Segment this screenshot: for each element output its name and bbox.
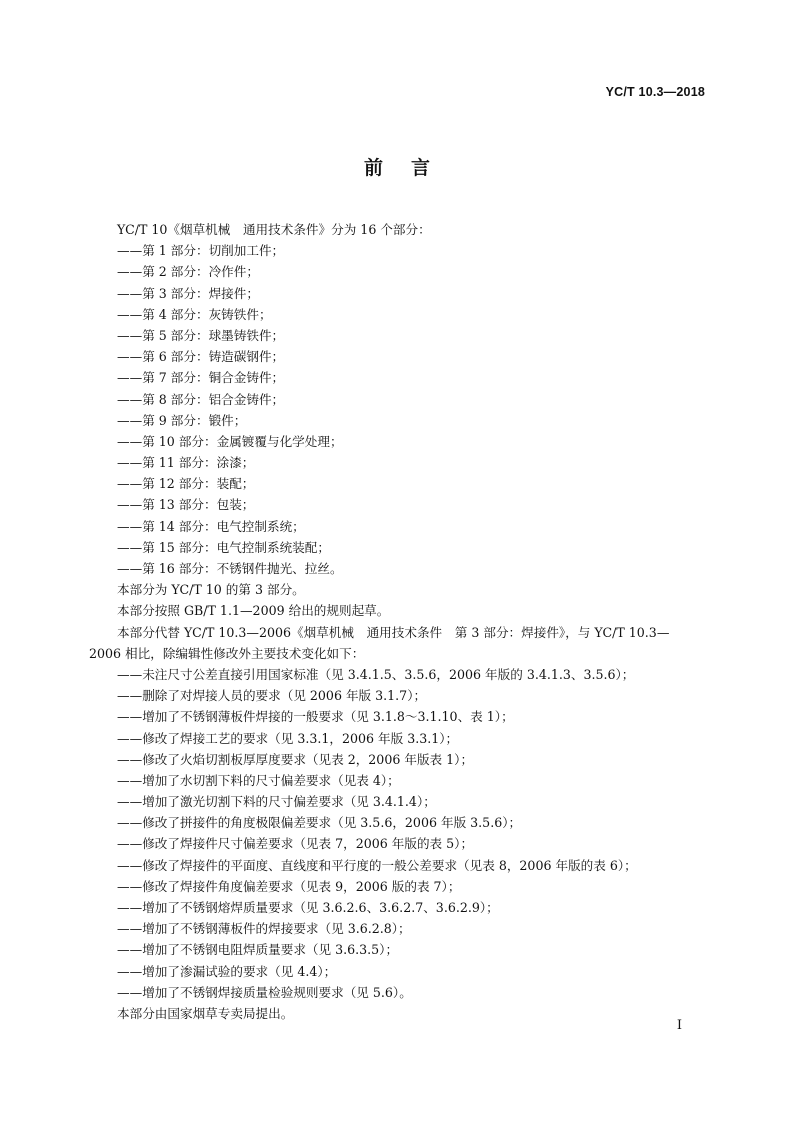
list-item: ——第 1 部分：切削加工件；: [117, 243, 285, 259]
list-item: ——第 5 部分：球墨铸铁件；: [117, 327, 285, 343]
list-item: ——增加了不锈钢薄板件的焊接要求（见 3.6.2.8）；: [117, 921, 411, 937]
list-item: ——第 7 部分：铜合金铸件；: [117, 370, 285, 386]
proposer-statement: 本部分由国家烟草专卖局提出。: [117, 1005, 294, 1021]
intro-line: YC/T 10《烟草机械 通用技术条件》分为 16 个部分：: [117, 222, 431, 237]
list-item: ——第 8 部分：铝合金铸件；: [117, 391, 285, 407]
list-item: ——第 3 部分：焊接件；: [117, 285, 259, 301]
list-item: ——增加了激光切割下料的尺寸偏差要求（见 3.4.1.4）；: [117, 794, 436, 810]
list-item: ——增加了不锈钢薄板件焊接的一般要求（见 3.1.8～3.1.10、表 1）；: [117, 709, 514, 725]
list-item: ——增加了不锈钢电阻焊质量要求（见 3.6.3.5）；: [117, 942, 399, 958]
list-item: ——增加了不锈钢熔焊质量要求（见 3.6.2.6、3.6.2.7、3.6.2.9）；: [117, 900, 499, 915]
changes-list: [117, 664, 707, 1003]
replace-statement-line-2: 2006 相比，除编辑性修改外主要技术变化如下：: [89, 645, 365, 661]
list-item: ——第 12 部分：装配；: [117, 476, 255, 492]
list-item: ——修改了焊接件角度偏差要求（见表 9，2006 版的表 7）；: [117, 878, 461, 894]
standard-code: YC/T 10.3—2018: [605, 85, 705, 99]
list-item: ——增加了水切割下料的尺寸偏差要求（见表 4）；: [117, 772, 400, 788]
list-item: ——第 10 部分：金属镀覆与化学处理；: [117, 433, 343, 449]
list-item: ——第 9 部分：锻件；: [117, 412, 247, 428]
statement-part: 本部分为 YC/T 10 的第 3 部分。: [117, 582, 305, 598]
list-item: ——未注尺寸公差直接引用国家标准（见 3.4.1.5、3.5.6，2006 年版的 3.4.1.3、3.5.6）；: [117, 666, 635, 682]
list-item: ——修改了焊接件的平面度、直线度和平行度的一般公差要求（见表 8，2006 年版的表 6）；: [117, 857, 637, 873]
list-item: ——第 16 部分：不锈钢件抛光、拉丝。: [117, 561, 343, 576]
list-item: ——第 4 部分：灰铸铁件；: [117, 306, 272, 322]
list-item: ——修改了焊接件尺寸偏差要求（见表 7，2006 年版的表 5）；: [117, 836, 474, 852]
replace-statement-line-1: 本部分代替 YC/T 10.3—2006《烟草机械 通用技术条件 第 3 部分：焊接件》，与 YC/T 10.3—: [117, 624, 670, 640]
parts-list: [117, 240, 707, 579]
list-item: ——第 15 部分：电气控制系统装配；: [117, 539, 330, 555]
statement-rules: 本部分按照 GB/T 1.1—2009 给出的规则起草。: [117, 603, 390, 619]
list-item: ——修改了焊接工艺的要求（见 3.3.1，2006 年版 3.3.1）；: [117, 730, 459, 746]
list-item: ——修改了火焰切割板厚厚度要求（见表 2，2006 年版表 1）；: [117, 751, 474, 767]
list-item: ——第 2 部分：冷作件；: [117, 264, 259, 280]
foreword-body: [89, 219, 707, 1024]
list-item: ——第 14 部分：电气控制系统；: [117, 518, 305, 534]
page-title: 前言: [363, 157, 458, 179]
list-item: ——第 6 部分：铸造碳钢件；: [117, 349, 285, 365]
list-item: ——第 13 部分：包装；: [117, 497, 255, 513]
page-number: I: [676, 1018, 682, 1033]
list-item: ——修改了拼接件的角度极限偏差要求（见 3.5.6，2006 年版 3.5.6）；: [117, 815, 522, 831]
list-item: ——删除了对焊接人员的要求（见 2006 年版 3.1.7）；: [117, 688, 427, 704]
list-item: ——第 11 部分：涂漆；: [117, 455, 255, 471]
list-item: ——增加了渗漏试验的要求（见 4.4）；: [117, 963, 337, 979]
list-item: ——增加了不锈钢焊接质量检验规则要求（见 5.6）。: [117, 984, 412, 1000]
